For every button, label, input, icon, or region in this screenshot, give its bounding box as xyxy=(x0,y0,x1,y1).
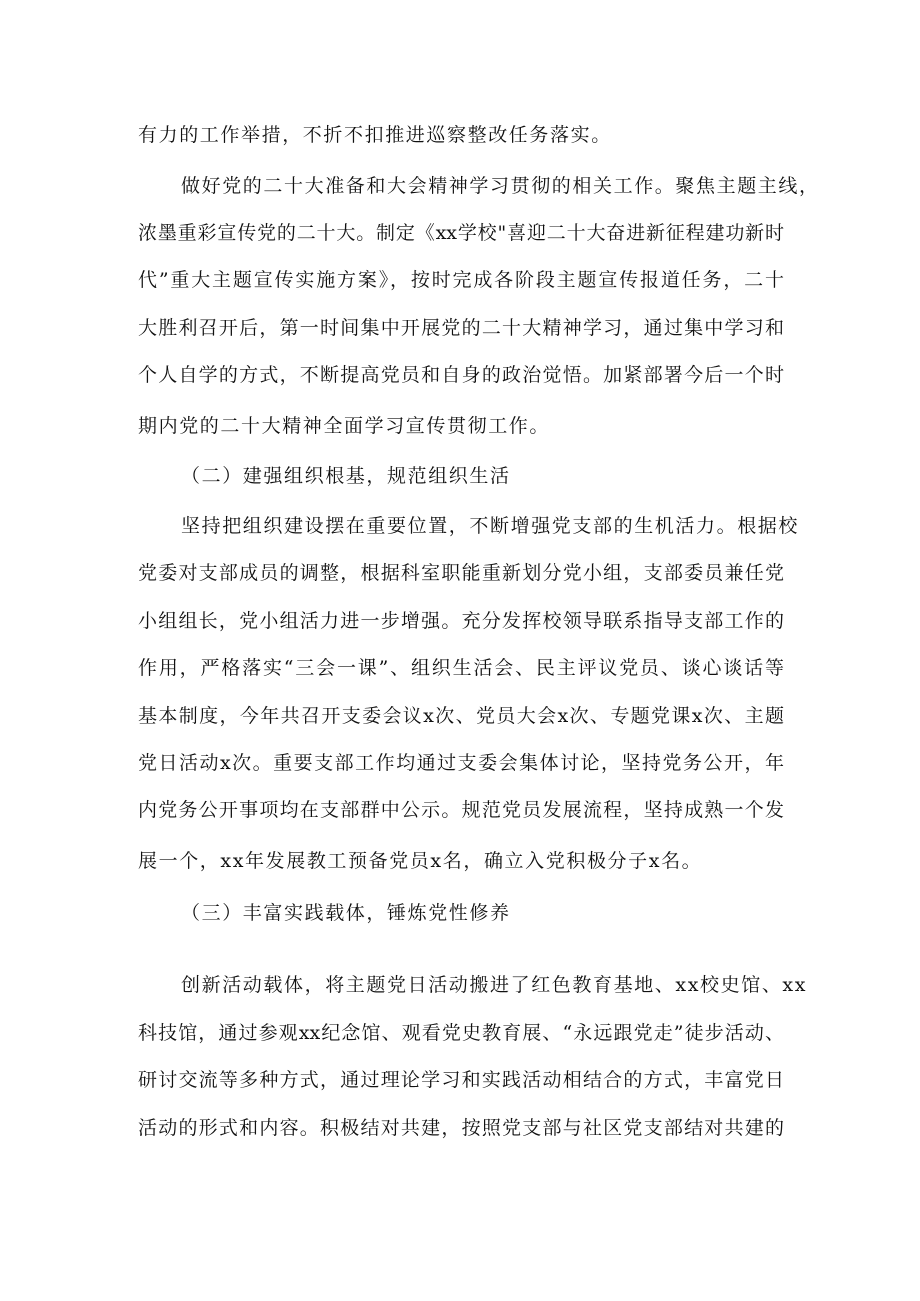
paragraph-line: 个人自学的方式，不断提高党员和自身的政治觉悟。加紧部署今后一个时 xyxy=(138,364,784,386)
paragraph-line: 内党务公开事项均在支部群中公示。规范党员发展流程，坚持成熟一个发 xyxy=(138,799,784,821)
paragraph-line: 科技馆，通过参观xx纪念馆、观看党史教育展、“永远跟党走”徒步活动、 xyxy=(138,1022,784,1044)
paragraph-line: 浓墨重彩宣传党的二十大。制定《xx学校"喜迎二十大奋进新征程建功新时 xyxy=(138,222,784,244)
paragraph-line: 研讨交流等多种方式，通过理论学习和实践活动相结合的方式，丰富党日 xyxy=(138,1069,784,1091)
paragraph-line: 坚持把组织建设摆在重要位置，不断增强党支部的生机活力。根据校 xyxy=(181,515,800,537)
paragraph-line: 创新活动载体，将主题党日活动搬进了红色教育基地、xx校史馆、xx xyxy=(181,974,808,996)
paragraph-line: 作用，严格落实“三会一课”、组织生活会、民主评议党员、谈心谈话等 xyxy=(138,657,784,679)
paragraph-line: 党委对支部成员的调整，根据科室职能重新划分党小组，支部委员兼任党 xyxy=(138,562,784,584)
paragraph-line: 基本制度，今年共召开支委会议x次、党员大会x次、专题党课x次、主题 xyxy=(138,705,784,727)
paragraph-line: 期内党的二十大精神全面学习宣传贯彻工作。 xyxy=(138,415,551,437)
paragraph-line: 小组组长，党小组活力进一步增强。充分发挥校领导联系指导支部工作的 xyxy=(138,610,784,632)
section-heading: （二）建强组织根基，规范组织生活 xyxy=(181,465,511,487)
paragraph-line: 活动的形式和内容。积极结对共建，按照党支部与社区党支部结对共建的 xyxy=(138,1117,784,1139)
paragraph-line: 展一个，xx年发展教工预备党员x名，确立入党积极分子x名。 xyxy=(138,850,703,872)
paragraph-line: 做好党的二十大准备和大会精神学习贯彻的相关工作。聚焦主题主线， xyxy=(181,175,820,197)
section-heading: （三）丰富实践载体，锤炼党性修养 xyxy=(181,902,511,924)
paragraph-line: 有力的工作举措，不折不扣推进巡察整改任务落实。 xyxy=(138,124,612,146)
paragraph-line: 党日活动x次。重要支部工作均通过支委会集体讨论，坚持党务公开，年 xyxy=(138,752,784,774)
paragraph-line: 代”重大主题宣传实施方案》，按时完成各阶段主题宣传报道任务，二十 xyxy=(138,269,784,291)
paragraph-line: 大胜利召开后，第一时间集中开展党的二十大精神学习，通过集中学习和 xyxy=(138,317,784,339)
